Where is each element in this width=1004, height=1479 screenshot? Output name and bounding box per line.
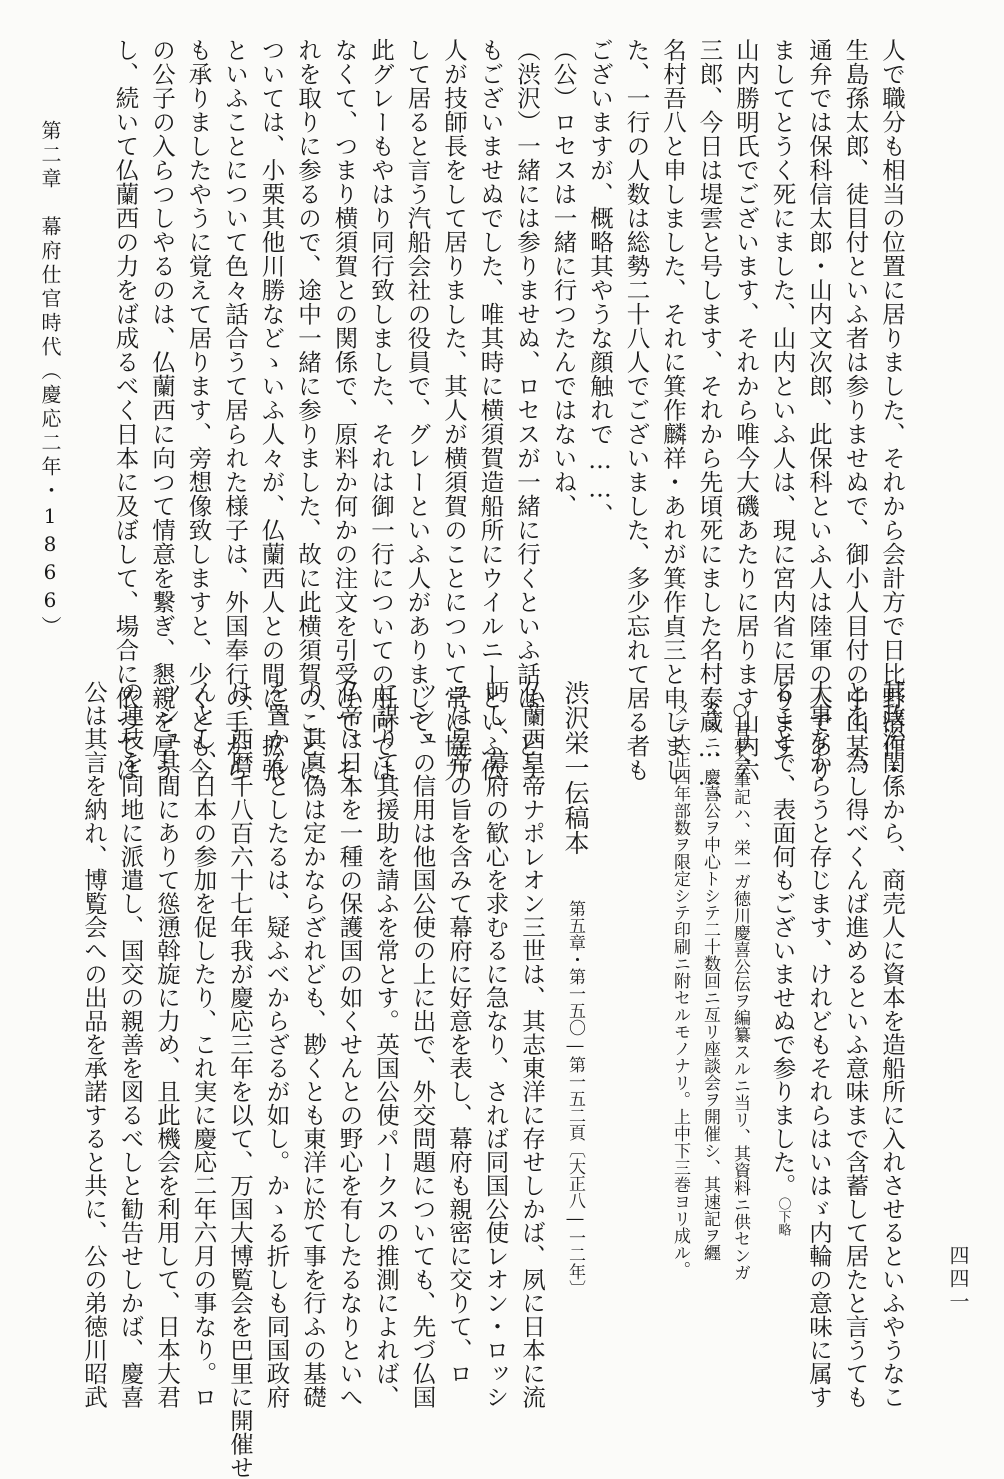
- running-head: 第二章 幕府仕官時代（慶応二年・1866）: [38, 120, 62, 640]
- text-line: 人が技師長をして居りました、其人が横須賀のことについて常に協力: [440, 38, 468, 782]
- text-line: 通弁では保科信太郎・山内文次郎、此保科といふ人は陸軍の人であり: [805, 38, 833, 782]
- text-line: し、続いて仏蘭西の力をば成るべく日本に及ぼして、場合に依つては: [111, 38, 140, 782]
- text-line: 人で職分も相当の位置に居りました、それから会計方で日比野清作・: [878, 38, 906, 782]
- text-line: に謀りて其援助を請ふを常とす。英国公使パークスの推測によれば、: [372, 680, 400, 1409]
- text-line: （渋沢）一緒には参りませぬ、ロセスが一緒に行くといふ話は、どう: [513, 38, 541, 782]
- text-line: 此グレーもやはり同行致しました、それは御一行についての用向では: [367, 38, 395, 782]
- note-line: メテ大正四年部数ヲ限定シテ印刷ニ附セルモノナリ。上中下三巻ヨリ成ル。: [670, 700, 690, 1278]
- text-line: た、一行の人数は総勢二十八人でございました、多少忘れて居る者も: [622, 38, 651, 782]
- text-line: の公子の入らつしやるのは、仏蘭西に向つて情意を繋ぎ、懇親を厚う: [148, 38, 176, 782]
- text-line: んとし、日本の参加を促したり、これ実に慶応二年六月の事なり。ロ: [189, 680, 218, 1409]
- text-line: も承りましたやうに覚えて居ります、旁想像致しますと、少くとも今: [184, 38, 213, 782]
- text-line: 三郎、今日は堤雲と号します、それから先頃死にました名村泰蔵……、: [695, 38, 724, 815]
- bottom-left-text: [80, 680, 550, 1479]
- text-line: 大事なからうと存じます、けれどもそれらはいはゞ内輪の意味に属す: [805, 680, 833, 1409]
- text-line: ユは皇帝の旨を含みて幕府に好意を表し、幕府も親密に交りて、ロ: [445, 680, 473, 1385]
- text-line: もございませぬでした、唯其時に横須賀造船所にウイルニーといふ仏: [476, 38, 505, 782]
- text-line: （公）ロセスは一緒に行つたんではないね、: [549, 38, 578, 518]
- text-line: の連枝を同地に派遣し、国交の親善を図るべしと勧告せしかば、慶喜: [116, 680, 145, 1409]
- source-heading: 渋沢栄一伝稿本: [561, 680, 590, 855]
- text-line: ッシュ其間にありて慫慂斡旋に力め、且此機会を利用して、日本大君: [153, 680, 181, 1409]
- text-line: して居ると言う汽船会社の役員で、グレーといふ人がありまして、: [403, 38, 432, 758]
- text-line: 公は其言を納れ、博覧会への出品を承諾すると共に、公の弟徳川昭武: [80, 680, 108, 1409]
- text-line: 仏帝は日本を一種の保護国の如くせんとの野心を有したるなりといへ: [335, 680, 364, 1409]
- text-line: といふことについて色々話合うて居られた様子は、外国奉行の手から: [221, 38, 249, 782]
- text-line: れを取りに参るので、途中一緒に参りました、故に此横須賀のことに: [294, 38, 322, 782]
- omission-mark: 〇下略: [775, 1197, 791, 1236]
- text-line: は、西暦千八百六十七年我が慶応三年を以て、万国大博覧会を巴里に開催せ: [226, 680, 254, 1479]
- text-line: り、其真偽は定かならざれども、尠くとも東洋に於て事を行ふの基礎: [299, 680, 327, 1409]
- text-line: 生島孫太郎、徒目付といふ者は参りませぬで、御小人目付の中山某、: [841, 38, 870, 782]
- text-line: 名村吾八と申しました、それに箕作麟祥・あれが箕作貞三と申しまし: [659, 38, 687, 782]
- page-number: 四四一: [946, 1245, 970, 1314]
- note-line: タメニ、慶喜公ヲ中心トシテ二十数回ニ亙リ座談会ヲ開催シ、其速記ヲ纒: [700, 700, 720, 1261]
- text-line: ッシュの信用は他国公使の上に出で、外交問題についても、先づ仏国: [408, 680, 437, 1409]
- bottom-right-text: [760, 680, 910, 1409]
- text-line: ございますが、概略其やうな顔触れで……、: [586, 38, 614, 527]
- text-line: 山内勝明氏でございます、それから唯今大磯あたりに居ります山内六: [732, 38, 760, 782]
- text-line: を置かんとしたるは、疑ふべからざるが如し。かゝる折しも同国政府: [262, 680, 291, 1409]
- text-line: なくて、つまり横須賀との関係で、原料か何かの注文を引受けて、そ: [330, 38, 359, 782]
- text-line: ましてとうく死にました、山内といふ人は、現に宮内省に居ります: [768, 38, 797, 758]
- text-line: 其政治関係から、商売人に資本を造船所に入れさせるといふやうなこ: [878, 680, 906, 1409]
- note-line: ○昔夢会筆記ハ、栄一ガ徳川慶喜公伝ヲ編纂スルニ当リ、其資料ニ供センガ: [730, 700, 750, 1281]
- text-line: 仏蘭西皇帝ナポレオン三世は、其志東洋に存せしかば、夙に日本に流: [518, 680, 546, 1409]
- text-line: とを、為し得べくんば進めるといふ意味まで含蓄して居たと言うても: [841, 680, 870, 1409]
- editorial-note: [595, 700, 755, 1340]
- text-line: ついては、小栗其他川勝などゝいふ人々が、仏蘭西人との間に、拡張: [257, 38, 286, 782]
- text-line: 眄し、幕府の歓心を求むるに急なり、されば同国公使レオン・ロッシ: [481, 680, 510, 1409]
- text-line: ることで、表面何もございませぬで参りました。〇下略: [768, 680, 797, 1236]
- source-reference: 第五章・第一五〇―第一五二頁〔大正八―一二年〕: [565, 900, 585, 1297]
